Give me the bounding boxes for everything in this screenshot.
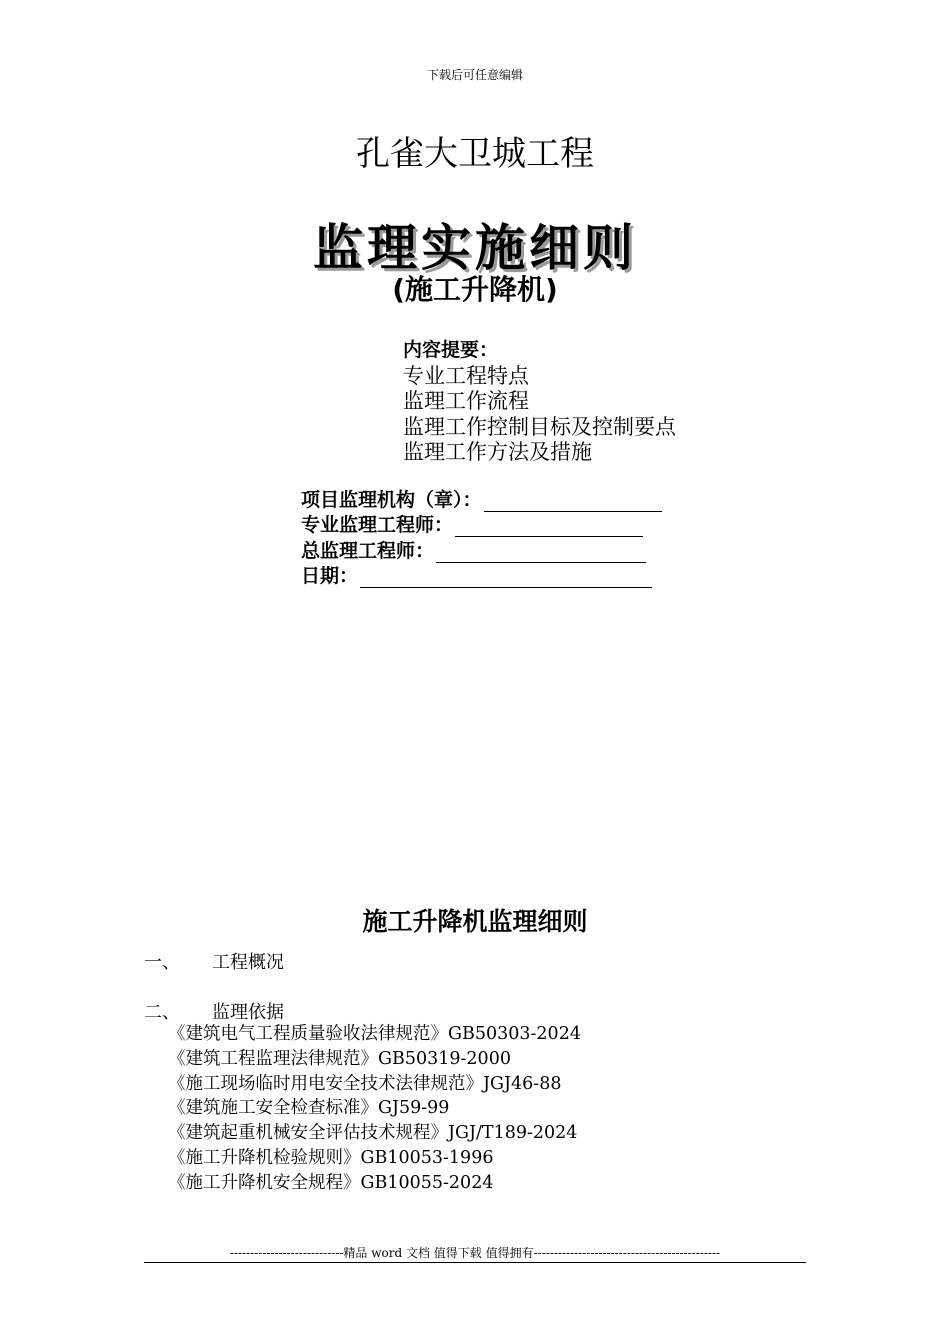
document-title: 监理实施细则: [313, 219, 637, 277]
signature-row-agency: [301, 486, 662, 512]
reference-item: 《建筑起重机械安全评估技术规程》JGJ/T189-2024: [168, 1123, 578, 1144]
header-note: 下载后可任意编辑: [426, 68, 523, 82]
summary-item: 监理工作控制目标及控制要点: [403, 414, 676, 439]
outline-text: 工程概况: [212, 952, 284, 973]
document-subtitle: (施工升降机): [392, 273, 558, 306]
reference-item: 《建筑工程监理法律规范》GB50319-2000: [168, 1048, 511, 1069]
summary-item: 监理工作方法及措施: [403, 440, 592, 464]
reference-list: [168, 1022, 581, 1196]
signature-label: 项目监理机构（章）：: [301, 488, 482, 511]
project-title: 孔雀大卫城工程: [356, 134, 594, 174]
summary-heading: 内容提要：: [403, 339, 499, 361]
signature-line: [436, 542, 646, 563]
signature-row-date: [301, 563, 662, 589]
reference-item: 《施工升降机安全规程》GB10055-2024: [168, 1172, 494, 1193]
footer-note: ----------------------------精品 word 文档 值得下载 值得拥有----------------------------------------------: [229, 1246, 721, 1260]
signature-line: [455, 516, 643, 537]
section-title: 施工升降机监理细则: [362, 907, 588, 936]
reference-item: 《建筑施工安全检查标准》GJ59-99: [168, 1098, 450, 1119]
outline-item: [144, 998, 284, 1024]
reference-item: 《建筑电气工程质量验收法律规范》GB50303-2024: [168, 1024, 581, 1044]
outline-text: 监理依据: [212, 1002, 284, 1023]
signature-label: 日期：: [301, 565, 359, 587]
content-summary: [403, 338, 676, 466]
signature-block: [301, 486, 662, 588]
reference-item: 《施工现场临时用电安全技术法律规范》JGJ46-88: [168, 1073, 562, 1094]
outline-number: 一、: [144, 952, 180, 973]
signature-row-chief: [301, 537, 662, 563]
summary-item: 监理工作流程: [403, 389, 529, 413]
signature-label: 专业监理工程师：: [301, 514, 454, 536]
reference-item: 《施工升降机检验规则》GB10053-1996: [168, 1147, 494, 1168]
outline-item: [144, 948, 284, 974]
signature-label: 总监理工程师：: [301, 539, 435, 562]
signature-row-engineer: [301, 512, 662, 538]
signature-line: [484, 491, 662, 512]
footer-divider: [144, 1262, 806, 1263]
summary-item: 专业工程特点: [403, 363, 529, 388]
signature-line: [360, 567, 652, 588]
outline-number: 二、: [144, 1002, 180, 1023]
